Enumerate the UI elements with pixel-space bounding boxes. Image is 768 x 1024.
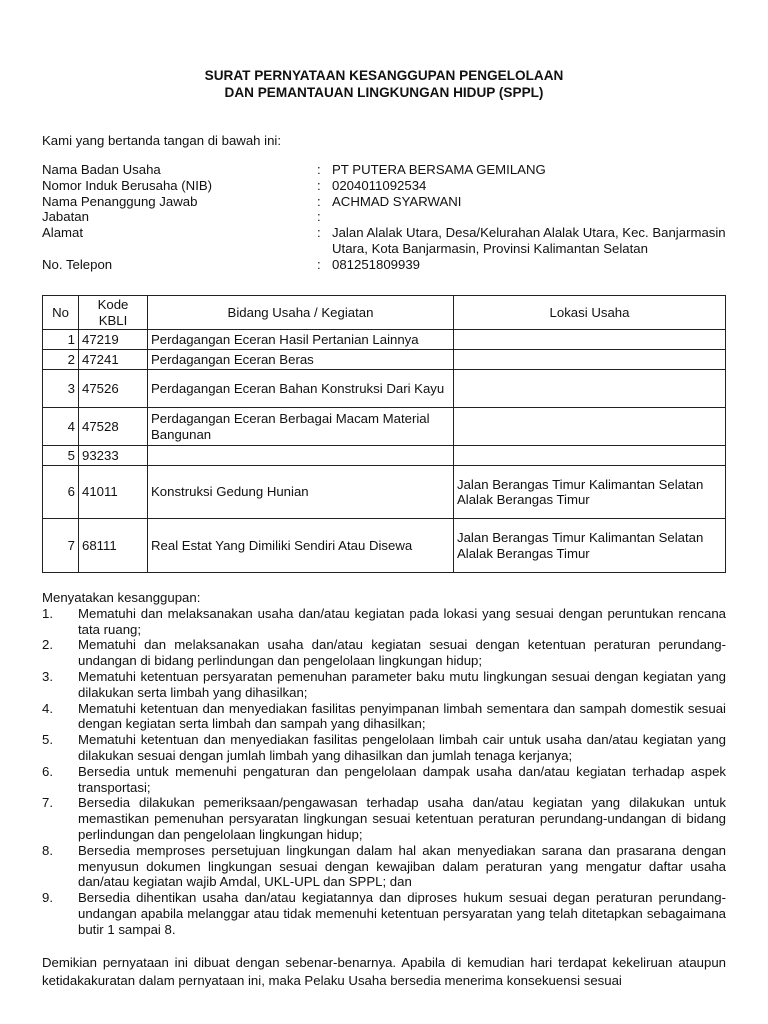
list-item-text: Bersedia dilakukan pemeriksaan/pengawasan terhadap usaha dan/atau kegiatan yang dilakukan untuk memastikan pemenuhan persyaratan lingkungan sesuai ketentuan peraturan perundang-undangan di bidang perlindungan dan pengelolaan lingkungan hidup; — [78, 795, 726, 842]
row-no: 1 — [43, 330, 79, 350]
field-value: Jalan Alalak Utara, Desa/Kelurahan Alalak Utara, Kec. Banjarmasin Utara, Kota Banjarmasin, Provinsi Kalimantan Selatan — [332, 225, 726, 256]
row-no: 2 — [43, 350, 79, 370]
list-item-number: 8. — [42, 842, 53, 858]
field-row-address — [42, 225, 732, 257]
list-item — [42, 669, 726, 701]
table-row — [43, 466, 726, 519]
list-item-text: Mematuhi ketentuan dan menyediakan fasilitas penyimpanan limbah sementara dan sampah domestik sesuai dengan kegiatan serta limbah dan sampah yang dihasilkan; — [78, 700, 726, 732]
row-bidang — [148, 446, 454, 466]
closing-paragraph: Demikian pernyataan ini dibuat dengan sebenar-benarnya. Apabila di kemudian hari terdapat kekeliruan ataupun ketidakakuratan dalam pernyataan ini, maka Pelaku Usaha bersedia menerima konsekuensi sesuai — [42, 955, 726, 988]
field-row-company-name — [42, 162, 732, 178]
list-item — [42, 701, 726, 733]
field-label: Jabatan — [42, 209, 89, 225]
statement-list — [42, 606, 726, 938]
list-item-number: 1. — [42, 605, 53, 621]
statement-section — [42, 590, 726, 938]
field-label: Nama Badan Usaha — [42, 162, 161, 177]
header-kbli-line-2: KBLI — [98, 312, 128, 328]
row-no: 7 — [43, 519, 79, 573]
list-item — [42, 732, 726, 764]
row-bidang: Konstruksi Gedung Hunian — [148, 466, 454, 519]
statement-heading: Menyatakan kesanggupan: — [42, 590, 201, 605]
table-row — [43, 519, 726, 573]
document-title — [0, 67, 768, 101]
row-bidang: Perdagangan Eceran Hasil Pertanian Lainnya — [148, 330, 454, 350]
field-colon: : — [317, 209, 321, 225]
field-colon: : — [317, 225, 321, 241]
row-no: 5 — [43, 446, 79, 466]
row-kbli: 47528 — [79, 408, 148, 446]
row-bidang: Perdagangan Eceran Bahan Konstruksi Dari Kayu — [148, 370, 454, 408]
row-bidang: Perdagangan Eceran Beras — [148, 350, 454, 370]
row-no: 3 — [43, 370, 79, 408]
title-line-1: SURAT PERNYATAAN KESANGGUPAN PENGELOLAAN — [204, 68, 564, 83]
list-item-text: Bersedia untuk memenuhi pengaturan dan pengelolaan dampak usaha dan/atau kegiatan terhadap aspek transportasi; — [78, 763, 726, 795]
row-lokasi — [454, 446, 726, 466]
field-value: 081251809939 — [332, 256, 421, 272]
field-row-position — [42, 209, 732, 225]
header-no: No — [43, 296, 79, 330]
list-item-text: Mematuhi ketentuan dan menyediakan fasilitas pengelolaan limbah cair untuk usaha dan/atau kegiatan yang dilakukan sesuai dengan jumlah limbah yang dihasilkan dan jumlah tenaga kerjanya; — [78, 732, 726, 763]
field-value — [332, 209, 732, 225]
row-kbli: 68111 — [79, 519, 148, 573]
field-colon: : — [317, 256, 321, 272]
list-item-text: Mematuhi dan melaksanakan usaha dan/atau kegiatan pada lokasi yang sesuai dengan peruntukan rencana tata ruang; — [78, 605, 726, 637]
row-no: 6 — [43, 466, 79, 519]
header-lokasi: Lokasi Usaha — [454, 296, 726, 330]
row-no: 4 — [43, 408, 79, 446]
field-row-nib — [42, 178, 732, 194]
list-item — [42, 606, 726, 638]
row-kbli: 47219 — [79, 330, 148, 350]
field-row-phone — [42, 257, 732, 273]
row-bidang: Perdagangan Eceran Berbagai Macam Material Bangunan — [148, 408, 454, 446]
row-lokasi: Jalan Berangas Timur Kalimantan Selatan Alalak Berangas Timur — [454, 519, 726, 573]
list-item-number: 6. — [42, 763, 53, 779]
header-kbli-line-1: Kode — [97, 297, 129, 312]
field-row-responsible-person — [42, 194, 732, 210]
list-item — [42, 764, 726, 796]
field-colon: : — [317, 177, 321, 193]
title-line-2: DAN PEMANTAUAN LINGKUNGAN HIDUP (SPPL) — [224, 85, 544, 100]
header-bidang: Bidang Usaha / Kegiatan — [148, 296, 454, 330]
field-label: No. Telepon — [42, 256, 113, 272]
list-item-number: 4. — [42, 700, 53, 716]
table-row — [43, 330, 726, 350]
field-colon: : — [317, 162, 321, 177]
list-item-number: 5. — [42, 732, 53, 748]
row-lokasi — [454, 330, 726, 350]
company-fields — [42, 162, 732, 273]
list-item — [42, 843, 726, 890]
list-item-text: Bersedia dihentikan usaha dan/atau kegiatannya dan diproses hukum sesuai degan peraturan perundang-undangan apabila melanggar atau tidak memenuhi ketentuan persyaratan yang telah ditetapkan sebagaimana butir 1 sampai 8. — [78, 890, 726, 937]
table-header-row — [43, 296, 726, 330]
kbli-table — [42, 295, 726, 573]
row-kbli: 41011 — [79, 466, 148, 519]
row-kbli: 47526 — [79, 370, 148, 408]
list-item — [42, 795, 726, 842]
list-item-number: 2. — [42, 637, 53, 653]
list-item-text: Mematuhi dan melaksanakan usaha dan/atau kegiatan sesuai dengan ketentuan peraturan perundang-undangan di bidang perlindungan dan pengelolaan lingkungan hidup; — [78, 637, 726, 669]
row-lokasi — [454, 370, 726, 408]
row-lokasi — [454, 408, 726, 446]
table-row — [43, 350, 726, 370]
field-label: Nama Penanggung Jawab — [42, 193, 198, 209]
intro-text: Kami yang bertanda tangan di bawah ini: — [42, 133, 282, 148]
row-kbli: 93233 — [79, 446, 148, 466]
row-lokasi — [454, 350, 726, 370]
list-item-text: Bersedia memproses persetujuan lingkungan dalam hal akan menyediakan sarana dan prasarana dengan menyusun dokumen lingkungan sesuai dengan kewajiban dalam peraturan yang mengatur daftar usaha dan/atau kegiatan wajib Amdal, UKL-UPL dan SPPL; dan — [78, 842, 726, 890]
list-item — [42, 637, 726, 669]
list-item-text: Mematuhi ketentuan persyaratan pemenuhan parameter baku mutu lingkungan sesuai dengan kegiatan yang dilakukan serta limbah yang dihasilkan; — [78, 668, 726, 700]
field-value: 0204011092534 — [332, 177, 427, 193]
field-value: PT PUTERA BERSAMA GEMILANG — [332, 162, 546, 177]
row-bidang: Real Estat Yang Dimiliki Sendiri Atau Disewa — [148, 519, 454, 573]
row-lokasi: Jalan Berangas Timur Kalimantan Selatan Alalak Berangas Timur — [454, 466, 726, 519]
row-kbli: 47241 — [79, 350, 148, 370]
field-value: ACHMAD SYARWANI — [332, 193, 462, 209]
table-row — [43, 446, 726, 466]
table-row — [43, 370, 726, 408]
header-kbli — [79, 296, 148, 330]
list-item-number: 3. — [42, 668, 53, 684]
list-item-number: 7. — [42, 795, 53, 811]
field-colon: : — [317, 193, 321, 209]
table-row — [43, 408, 726, 446]
field-label: Nomor Induk Berusaha (NIB) — [42, 177, 213, 193]
list-item-number: 9. — [42, 890, 53, 906]
field-label: Alamat — [42, 225, 84, 241]
list-item — [42, 890, 726, 937]
